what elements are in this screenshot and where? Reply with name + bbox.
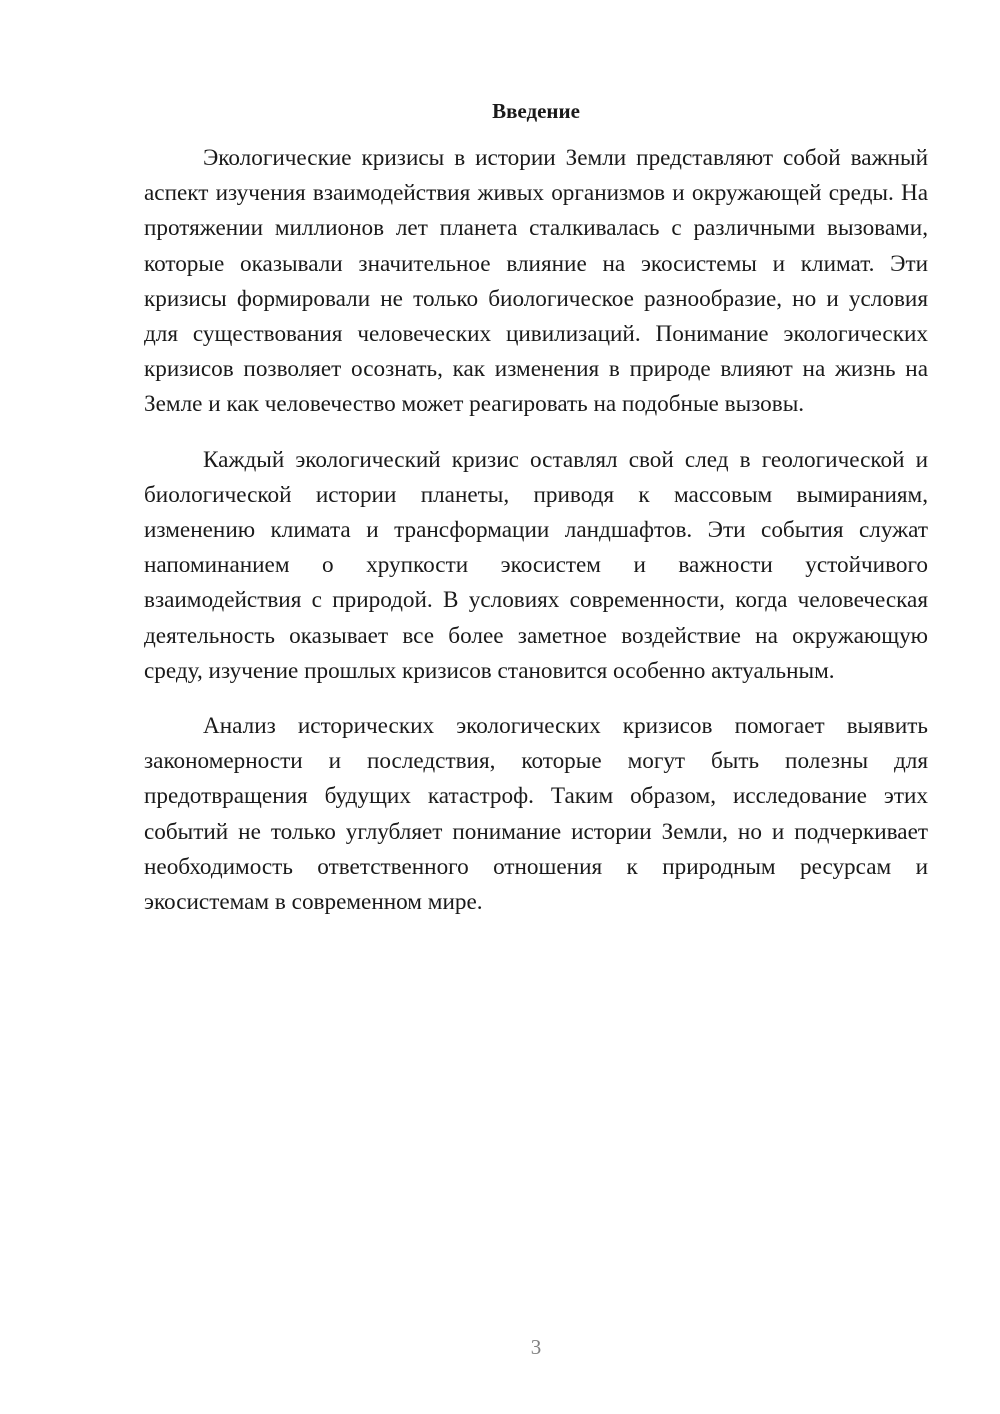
paragraph-1: Экологические кризисы в истории Земли представляют собой важный аспект изучения взаимодействия живых организмов и окружающей среды. На протяжении миллионов лет планета сталкивалась с различными вызовами, которые оказывали значительное влияние на экосистемы и климат. Эти кризисы формировали не только биологическое разнообразие, но и условия для существования человеческих цивилизаций. Понимание экологических кризисов позволяет осознать, как изменения в природе влияют на жизнь на Земле и как человечество может реагировать на подобные вызовы.	[144, 145, 928, 418]
paragraph-2: Каждый экологический кризис оставлял свой след в геологической и биологической истории планеты, приводя к массовым вымираниям, изменению климата и трансформации ландшафтов. Эти события служат напоминанием о хрупкости экосистем и важности устойчивого взаимодействия с природой. В условиях современности, когда человеческая деятельность оказывает все более заметное воздействие на окружающую среду, изучение прошлых кризисов становится особенно актуальным.	[144, 446, 928, 684]
paragraph-3: Анализ исторических экологических кризисов помогает выявить закономерности и последствия, которые могут быть полезны для предотвращения будущих катастроф. Таким образом, исследование этих событий не только углубляет понимание истории Земли, но и подчеркивает необходимость ответственного отношения к природным ресурсам и экосистемам в современном мире.	[144, 713, 928, 916]
body-text	[144, 141, 928, 920]
page-number: 3	[530, 1335, 542, 1359]
section-title: Введение	[492, 99, 580, 123]
